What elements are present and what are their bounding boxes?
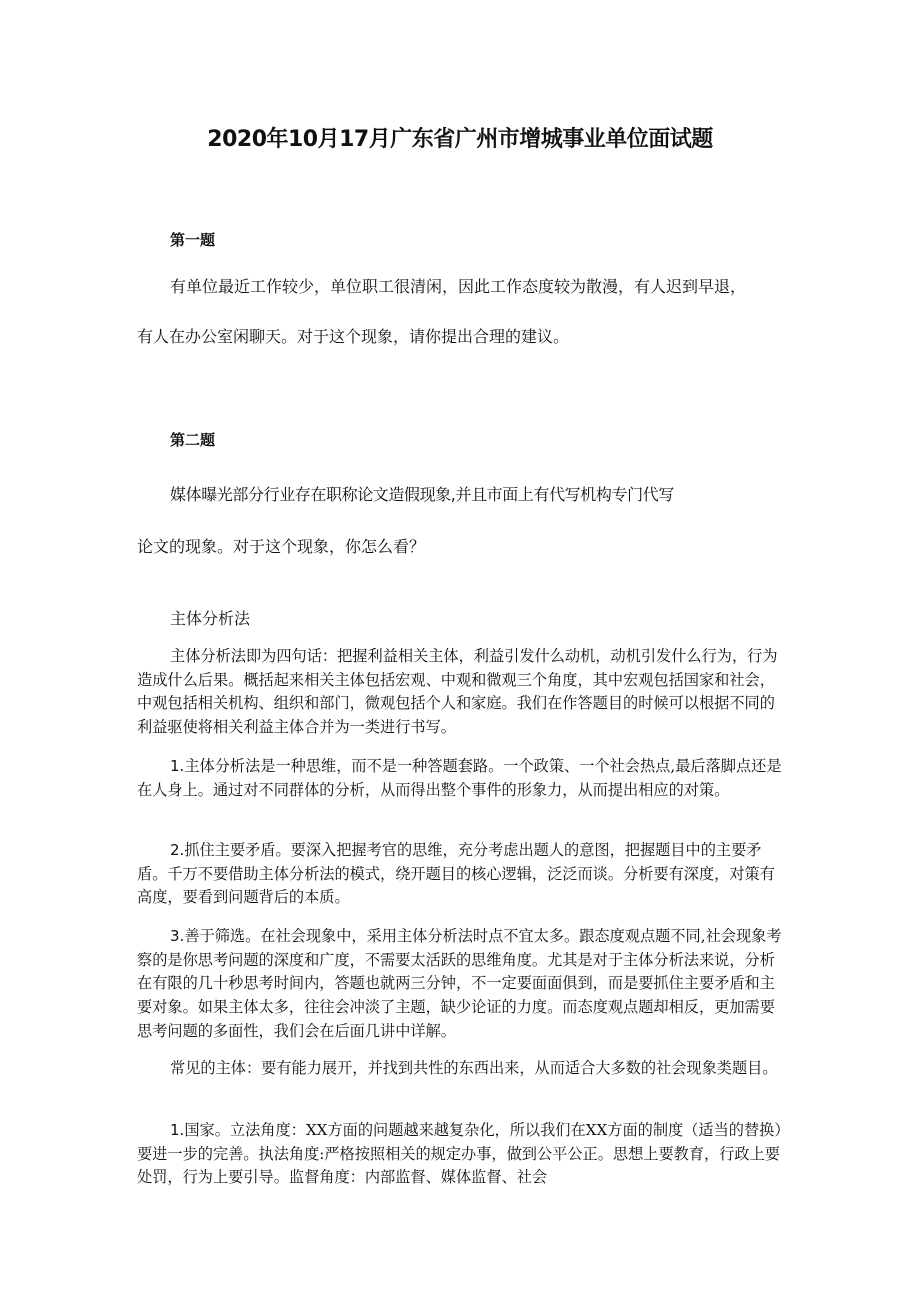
point-number: 2 (170, 841, 180, 859)
analysis-point-2 (137, 839, 785, 910)
question-2-heading: 第二题 (170, 431, 216, 449)
point-text: .国家。立法角度：XX方面的问题越来越复杂化，所以我们在XX方面的制度（适当的替换）要进一步的完善。执法角度:严格按照相关的规定办事，做到公平公正。思想上要教育，行政上要处罚，行为上要引导。监督角度：内部监督、媒体监督、社会 (137, 1121, 782, 1187)
document-title: 2020年10月17月广东省广州市增城事业单位面试题 (207, 127, 713, 152)
question-1-line-1: 有单位最近工作较少，单位职工很清闲，因此工作态度较为散漫，有人迟到早退， (170, 277, 747, 296)
subject-point-1 (137, 1119, 785, 1190)
point-number: 3 (170, 927, 180, 945)
point-text: .主体分析法是一种思维，而不是一种答题套路。一个政策、一个社会热点,最后落脚点还是在人身上。通过对不同群体的分析，从而得出整个事件的形象力，从而提出相应的对策。 (137, 757, 782, 799)
common-subjects-paragraph: 常见的主体：要有能力展开，并找到共性的东西出来，从而适合大多数的社会现象类题目。 (170, 1059, 778, 1077)
question-2-line-1: 媒体曝光部分行业存在职称论文造假现象,并且市面上有代写机构专门代写 (170, 485, 674, 504)
question-1-heading: 第一题 (170, 231, 216, 249)
question-2-line-2: 论文的现象。对于这个现象，你怎么看？ (137, 537, 426, 556)
analysis-point-3 (137, 925, 785, 1044)
question-1-line-2: 有人在办公室闲聊天。对于这个现象，请你提出合理的建议。 (137, 327, 570, 346)
point-number: 1 (170, 1121, 180, 1139)
analysis-point-1 (137, 755, 785, 802)
point-text: .抓住主要矛盾。要深入把握考官的思维，充分考虑出题人的意图，把握题目中的主要矛盾。千万不要借助主体分析法的模式，绕开题目的核心逻辑，泛泛而谈。分析要有深度，对策有高度，要看到问题背后的本质。 (137, 841, 775, 907)
analysis-heading: 主体分析法 (170, 609, 251, 628)
analysis-intro-paragraph: 主体分析法即为四句话：把握利益相关主体，利益引发什么动机，动机引发什么行为，行为造成什么后果。概括起来相关主体包括宏观、中观和微观三个角度，其中宏观包括国家和社会，中观包括相关机构、组织和部门，微观包括个人和家庭。我们在作答题目的时候可以根据不同的利益驱使将相关利益主体合并为一类进行书写。 (137, 647, 778, 737)
point-number: 1 (170, 757, 180, 775)
point-text: .善于筛选。在社会现象中，采用主体分析法时点不宜太多。跟态度观点题不同,社会现象考察的是你思考问题的深度和广度，不需要太活跃的思维角度。尤其是对于主体分析法来说，分析在有限的几十秒思考时间内，答题也就两三分钟，不一定要面面俱到，而是要抓住主要矛盾和主要对象。如果主体太多，往往会冲淡了主题，缺少论证的力度。而态度观点题却相反，更加需要思考问题的多面性，我们会在后面几讲中详解。 (137, 927, 782, 1040)
